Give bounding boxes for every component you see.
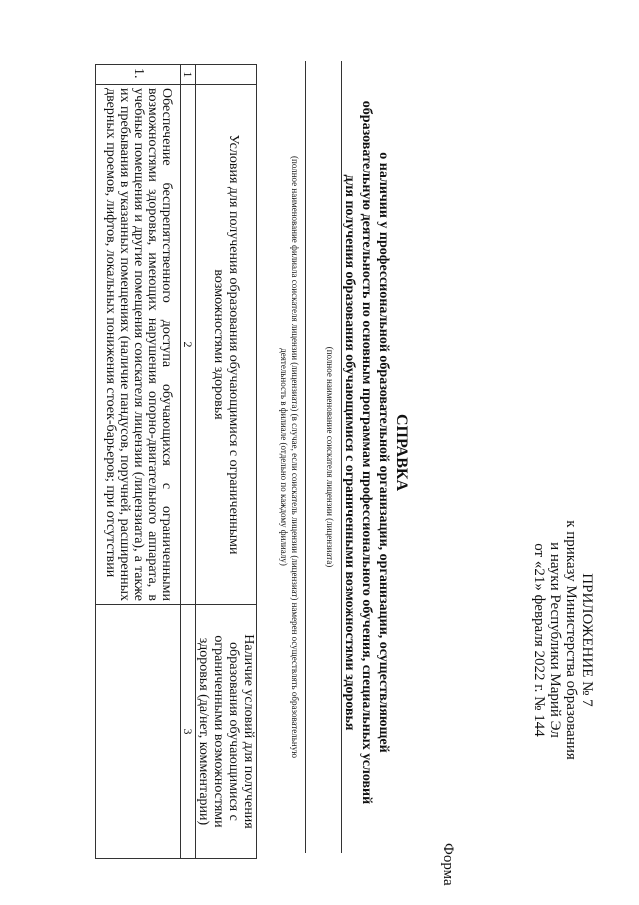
appendix-title: ПРИЛОЖЕНИЕ № 7 xyxy=(579,573,595,707)
header-cell-conditions: Условия для получения образования обучающимися с ограниченными возможностями здоровья xyxy=(196,85,257,605)
title-line-2: образовательную деятельность по основным программам профессионального обучения, специальных условий xyxy=(359,100,374,805)
header-cell-availability: Наличие условий для получения образования обучающимися с ограниченными возможностями здоровья (да/нет, комментарии) xyxy=(196,605,257,859)
table-header-row xyxy=(196,65,257,859)
branch-name-line xyxy=(305,61,306,853)
title-line-3: для получения образования обучающимися с ограниченными возможностями здоровья xyxy=(342,174,357,731)
header-cell-number xyxy=(196,65,257,85)
title-heading: СПРАВКА xyxy=(393,413,410,492)
licensee-name-line xyxy=(341,61,342,853)
column-number: 1 xyxy=(181,65,196,85)
form-label: Форма xyxy=(440,843,456,886)
appendix-block xyxy=(531,450,595,830)
appendix-date-line: от «21» февраля 2022 г. № 144 xyxy=(531,543,547,737)
row-condition-text: Обеспечение беспрепятственного доступа обучающихся с ограниченными возможностями здоровья, имеющих нарушения опорно-двигательного аппарата, в учебные помещения и другие помещения соискателя лицензии (лицензиата), а также их пребывания в указанных помещениях (наличие пандусов, поручней, расширенных дверных проемов, лифтов, локальных понижения стоек-барьеров; при отсутствии xyxy=(96,85,181,605)
conditions-table xyxy=(95,64,257,859)
appendix-order-line: к приказу Министерства образования xyxy=(563,520,579,760)
row-availability-cell[interactable] xyxy=(96,605,181,859)
table-row xyxy=(96,65,181,859)
appendix-ministry-line: и науки Республики Марий Эл xyxy=(547,542,563,738)
column-number: 3 xyxy=(181,605,196,859)
branch-caption-line-2: деятельность в филиале (отдельно по каждому филиалу) xyxy=(279,348,289,566)
column-number: 2 xyxy=(181,85,196,605)
title-line-1: о наличии у профессиональной образовательной организации, организации, осуществляющей xyxy=(376,152,391,753)
row-number: 1. xyxy=(96,65,181,85)
column-number-row xyxy=(181,65,196,859)
licensee-name-caption: (полное наименование соискателя лицензии (лицензиата) xyxy=(325,346,335,568)
document-title xyxy=(341,20,410,885)
branch-name-caption xyxy=(278,61,300,853)
branch-caption-line-1: (полное наименование филиала соискателя лицензии (лицензиата) (в случае, если соискатель лицензии (лицензиат) намерен осуществлять образовательную xyxy=(290,156,300,758)
